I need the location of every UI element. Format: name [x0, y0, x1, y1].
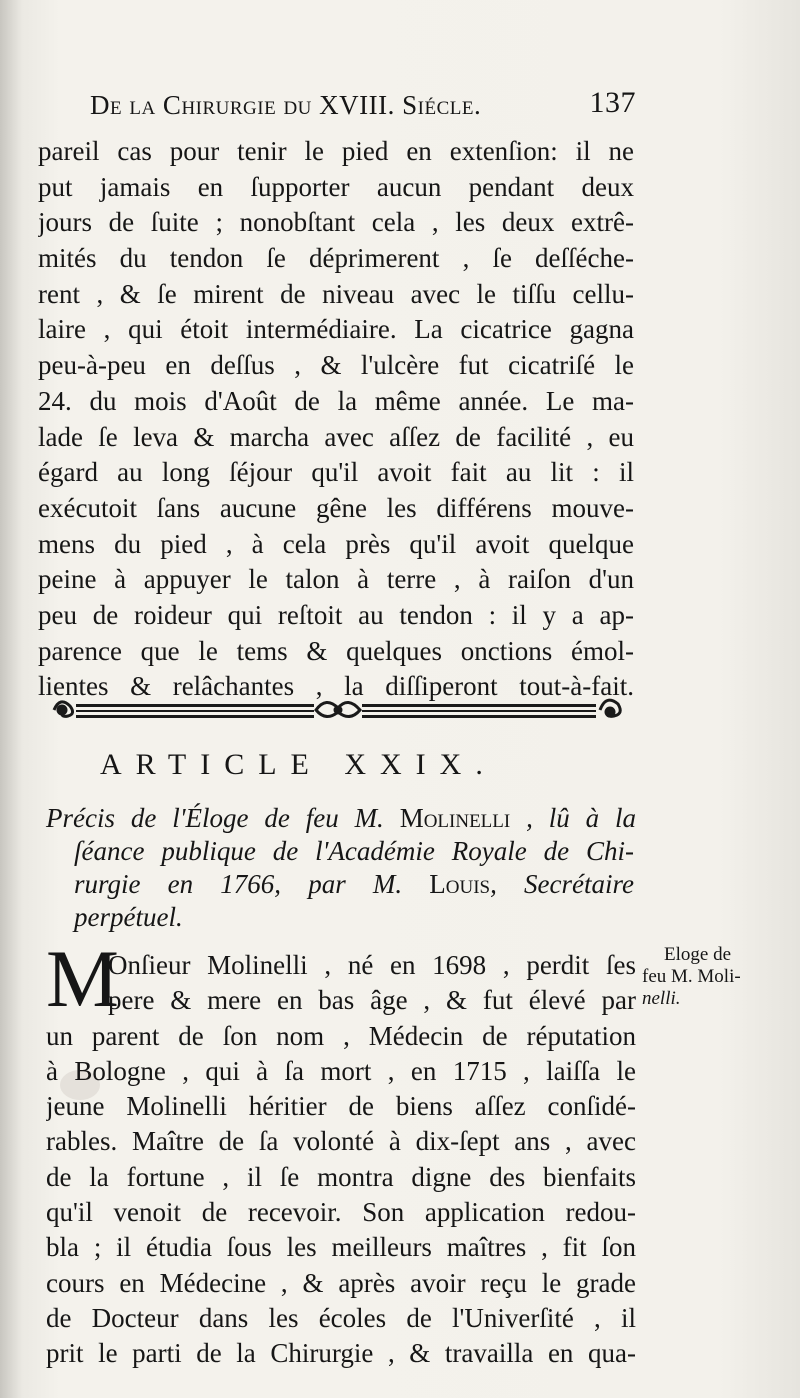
margin-note-line: nelli. — [642, 988, 681, 1009]
eloge-paragraph — [46, 948, 636, 1372]
precis-line — [46, 868, 634, 901]
person-name: Molinelli — [399, 803, 511, 833]
text-line: pere & mere en bas âge , & fut élevé par — [108, 985, 636, 1016]
text-line: égard au long ſéjour qu'il avoit fait au lit : il — [38, 457, 634, 488]
text-line: exécutoit ſans aucune gêne les différens mouve- — [38, 492, 634, 523]
text-line: rables. Maître de ſa volonté à dix-ſept ans , avec — [46, 1126, 636, 1157]
precis-line: perpétuel. — [74, 902, 183, 932]
text-line: bla ; il étudia ſous les meilleurs maîtres , fit ſon — [46, 1232, 636, 1263]
precis-text: , lû à la — [510, 803, 636, 833]
text-line: de la fortune , il ſe montra digne des bienfaits — [46, 1161, 636, 1192]
margin-note — [642, 944, 772, 1010]
text-line: pareil cas pour tenir le pied en extenſion: il ne — [38, 136, 634, 166]
text-line: qu'il venoit de recevoir. Son application redou- — [46, 1197, 636, 1228]
text-line: jeune Molinelli héritier de biens aſſez conſidé- — [46, 1091, 636, 1122]
ornamental-rule-divider — [48, 690, 628, 730]
precis-text: , Secrétaire — [490, 869, 635, 899]
text-line: mités du tendon ſe déprimerent , ſe deſſéche- — [38, 243, 634, 274]
margin-note-line: Eloge de — [664, 944, 732, 965]
text-line: Onſieur Molinelli , né en 1698 , perdit ſes — [108, 950, 636, 980]
precis-subtitle — [46, 802, 636, 934]
text-line: prit le parti de la Chirurgie , & travailla en qua- — [46, 1338, 636, 1369]
running-head-title: De la Chirurgie du XVIII. Siécle. — [90, 90, 482, 120]
drop-cap-letter: M — [46, 933, 119, 1024]
precis-line — [46, 802, 636, 835]
margin-note-line: feu M. Moli- — [642, 966, 741, 987]
text-line: lade ſe leva & marcha avec aſſez de facilité , eu — [38, 421, 634, 452]
text-line: de Docteur dans les écoles de l'Univerſité , il — [46, 1302, 636, 1333]
text-line: put jamais en ſupporter aucun pendant deux — [38, 171, 634, 202]
text-line: mens du pied , à cela près qu'il avoit quelque — [38, 528, 634, 559]
running-head — [90, 86, 636, 126]
text-line: 24. du mois d'Août de la même année. Le ma- — [38, 385, 634, 416]
text-line: peine à appuyer le talon à terre , à raiſon d'un — [38, 564, 634, 595]
text-line: peu-à-peu en deſſus , & l'ulcère fut cicatriſé le — [38, 350, 634, 381]
text-line: lientes & relâchantes , la diſſiperont tout-à-fait. — [38, 671, 634, 702]
article-heading: ARTICLE XXIX. — [100, 748, 497, 781]
text-line: jours de ſuite ; nonobſtant cela , les deux extrê- — [38, 207, 634, 238]
text-line: peu de roideur qui reſtoit au tendon : il y a ap- — [38, 599, 634, 630]
text-line: parence que le tems & quelques onctions émol- — [38, 635, 634, 666]
paragraph-continued — [38, 134, 634, 705]
precis-line: ſéance publique de l'Académie Royale de Chi- — [74, 836, 634, 866]
person-name: Louis — [429, 869, 491, 899]
page-number: 137 — [589, 86, 636, 119]
precis-text: Précis de l'Éloge de feu M. — [46, 803, 400, 833]
precis-text: rurgie en 1766, par M. — [74, 869, 430, 899]
text-line: un parent de ſon nom , Médecin de réputation — [46, 1020, 636, 1051]
text-line: rent , & ſe mirent de niveau avec le tiſſu cellu- — [38, 278, 634, 309]
text-line: laire , qui étoit intermédiaire. La cicatrice gagna — [38, 314, 634, 345]
text-line: cours en Médecine , & après avoir reçu le grade — [46, 1267, 636, 1298]
text-line: à Bologne , qui à ſa mort , en 1715 , laiſſa le — [46, 1055, 636, 1086]
